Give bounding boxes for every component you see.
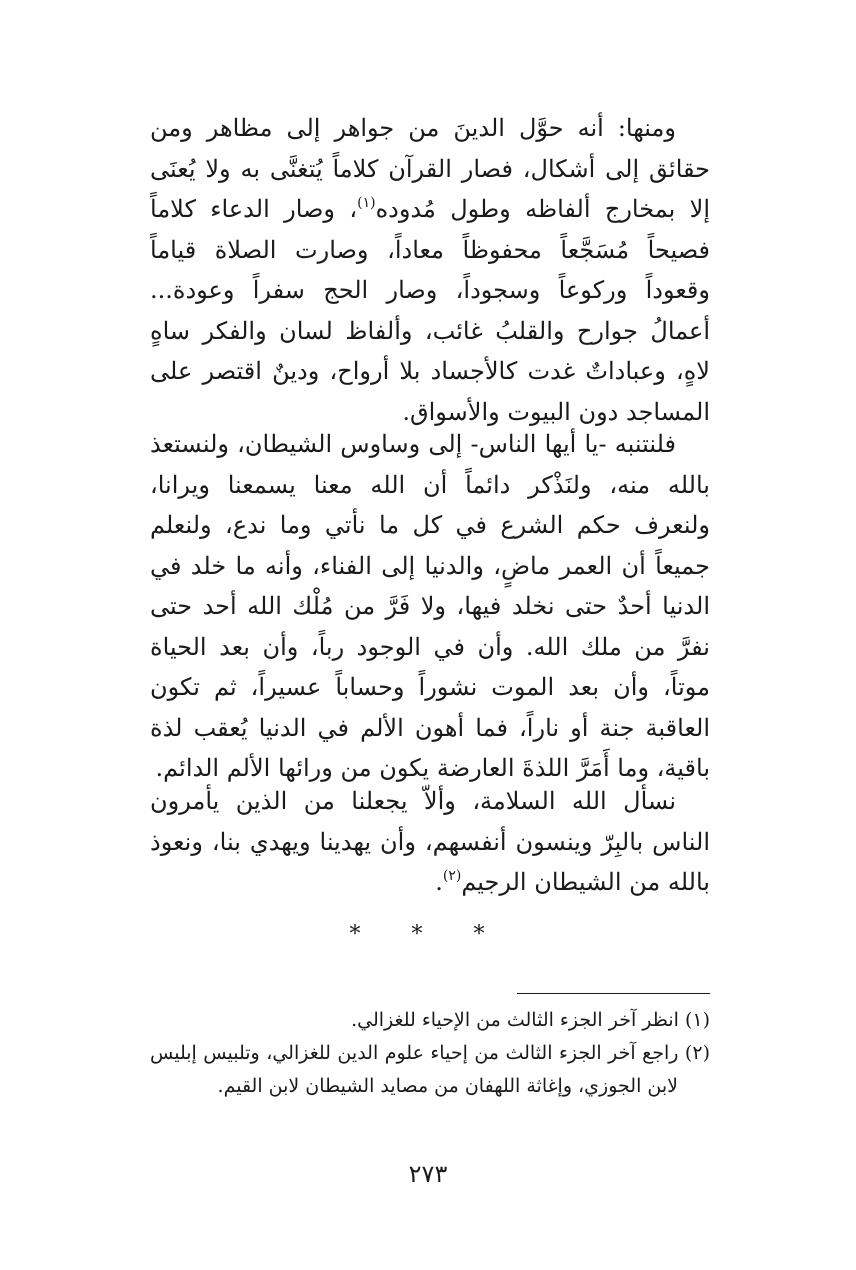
body-paragraph-1 — [150, 108, 710, 432]
page-number: ٢٧٣ — [408, 1160, 448, 1188]
footnote-divider — [517, 993, 710, 994]
footnote-ref-1[interactable]: (١) — [357, 195, 376, 211]
paragraph-1-text: ومنها: أنه حوَّل الدينَ من جواهر إلى مظاهر ومن حقائق إلى أشكال، فصار القرآن كلاماً يُتغنَّى به ولا يُعنَى إلا بمخارج ألفاظه وطول مُدوده — [150, 114, 711, 223]
footnote-2: (٢) راجع آخر الجزء الثالث من إحياء علوم الدين للغزالي، وتلبيس إبليس لابن الجوزي، وإغاثة اللهفان من مصايد الشيطان لابن القيم. — [150, 1042, 710, 1097]
footnote-ref-2[interactable]: (٢) — [442, 868, 462, 884]
paragraph-2-text: فلنتنبه -يا أيها الناس- إلى وساوس الشيطان، ولنستعذ بالله منه، ولنَذْكر دائماً أن الله معنا يسمعنا ويرانا، ولنعرف حكم الشرع في كل ما نأتي وما ندع، ولنعلم جميعاً أن العمر ماضٍ، والدنيا إلى الفناء، وأنه ما خلد في الدنيا أحدٌ حتى نخلد فيها، ولا فَرَّ من مُلْك الله أحد حتى نفرَّ من ملك الله. وأن في الوجود رباً، وأن بعد الحياة موتاً، وأن بعد الموت نشوراً وحساباً عسيراً، ثم تكون العاقبة جنة أو ناراً، فما أهون الألم في الدنيا يُعقب لذة باقية، وما أَمَرَّ اللذةَ العارضة يكون من ورائها الألم الدائم. — [150, 430, 710, 782]
footnotes-section — [150, 1004, 710, 1103]
body-paragraph-3 — [150, 781, 710, 903]
body-paragraph-2 — [150, 424, 710, 789]
footnote-1: (١) انظر آخر الجزء الثالث من الإحياء للغزالي. — [351, 1009, 710, 1031]
paragraph-1-text-continued: ، وصار الدعاء كلاماً فصيحاً مُسَجَّعاً محفوظاً معاداً، وصارت الصلاة قياماً وقعوداً وركوعاً وسجوداً، وصار الحج سفراً وعودة... أعمالُ جوارح والقلبُ غائب، وألفاظ لسان والفكر ساهٍ لاهٍ، وعباداتٌ غدت كالأجساد بلا أرواح، ودينٌ اقتصر على المساجد دون البيوت والأسواق. — [150, 195, 710, 426]
paragraph-3-text-end: . — [435, 868, 443, 896]
section-separator: * * * — [349, 922, 507, 947]
paragraph-3-text: نسأل الله السلامة، وألاّ يجعلنا من الذين يأمرون الناس بالبِرّ وينسون أنفسهم، وأن يهدينا ويهدي بنا، ونعوذ بالله من الشيطان الرجيم — [150, 787, 710, 896]
